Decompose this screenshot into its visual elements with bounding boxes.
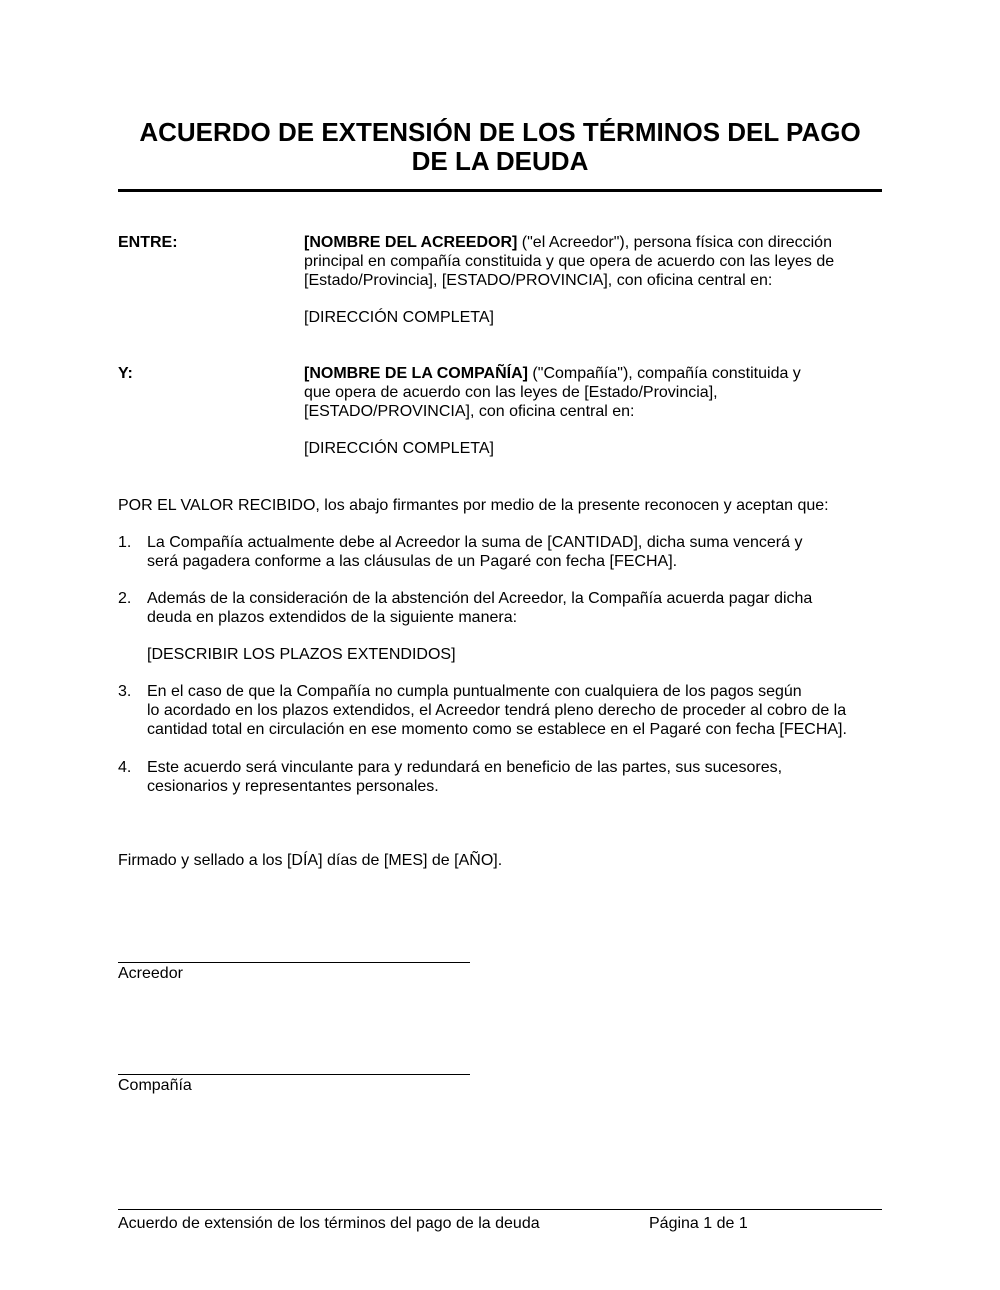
item-number: 3. — [118, 683, 132, 700]
item-number: 1. — [118, 534, 132, 551]
item-text: La Compañía actualmente debe al Acreedor la suma de [CANTIDAD], dicha suma vencerá y — [147, 534, 803, 551]
text: ("el Acreedor"), persona física con dirección — [517, 234, 832, 251]
text-line: que opera de acuerdo con las leyes de [Estado/Provincia], — [304, 384, 718, 401]
signed-date: Firmado y sellado a los [DÍA] días de [MES] de [AÑO]. — [118, 852, 503, 869]
page-number: Página 1 de 1 — [649, 1215, 748, 1232]
company-address: [DIRECCIÓN COMPLETA] — [304, 440, 494, 457]
party-label-entre: ENTRE: — [118, 234, 178, 251]
text-line: [ESTADO/PROVINCIA], con oficina central en: — [304, 403, 635, 420]
signature-label-creditor: Acreedor — [118, 965, 183, 982]
text-line: [Estado/Provincia], [ESTADO/PROVINCIA], con oficina central en: — [304, 272, 773, 289]
party-company-line — [304, 364, 801, 383]
item-text: En el caso de que la Compañía no cumpla puntualmente con cualquiera de los pagos según — [147, 683, 802, 700]
item-text: lo acordado en los plazos extendidos, el Acreedor tendrá pleno derecho de proceder al cobro de la — [147, 702, 847, 719]
company-name: [NOMBRE DE LA COMPAÑÍA] — [304, 365, 528, 382]
item-number: 2. — [118, 590, 132, 607]
footer-divider — [118, 1209, 882, 1210]
text-line: principal en compañía constituida y que opera de acuerdo con las leyes de — [304, 253, 835, 270]
party-label-y: Y: — [118, 365, 133, 382]
signature-line-creditor — [118, 962, 470, 963]
footer-title: Acuerdo de extensión de los términos del pago de la deuda — [118, 1215, 540, 1232]
item-text: cesionarios y representantes personales. — [147, 778, 439, 795]
creditor-address: [DIRECCIÓN COMPLETA] — [304, 309, 494, 326]
document-title — [118, 118, 882, 176]
item-text: cantidad total en circulación en ese momento como se establece en el Pagaré con fecha [FECHA]. — [147, 721, 847, 738]
item-number: 4. — [118, 759, 132, 776]
item-text: Además de la consideración de la abstención del Acreedor, la Compañía acuerda pagar dicha — [147, 590, 813, 607]
item-text: deuda en plazos extendidos de la siguiente manera: — [147, 609, 518, 626]
creditor-name: [NOMBRE DEL ACREEDOR] — [304, 234, 518, 251]
signature-line-company — [118, 1074, 470, 1075]
title-line: DE LA DEUDA — [411, 146, 589, 176]
signature-label-company: Compañía — [118, 1077, 192, 1094]
intro-paragraph: POR EL VALOR RECIBIDO, los abajo firmantes por medio de la presente reconocen y aceptan que: — [118, 497, 829, 514]
item-extra: [DESCRIBIR LOS PLAZOS EXTENDIDOS] — [147, 646, 456, 663]
party-creditor-line — [304, 233, 832, 252]
title-line: ACUERDO DE EXTENSIÓN DE LOS TÉRMINOS DEL PAGO — [139, 117, 861, 147]
item-text: Este acuerdo será vinculante para y redundará en beneficio de las partes, sus sucesores, — [147, 759, 783, 776]
text: ("Compañía"), compañía constituida y — [527, 365, 801, 382]
title-divider — [118, 189, 882, 192]
item-text: será pagadera conforme a las cláusulas de un Pagaré con fecha [FECHA]. — [147, 553, 678, 570]
